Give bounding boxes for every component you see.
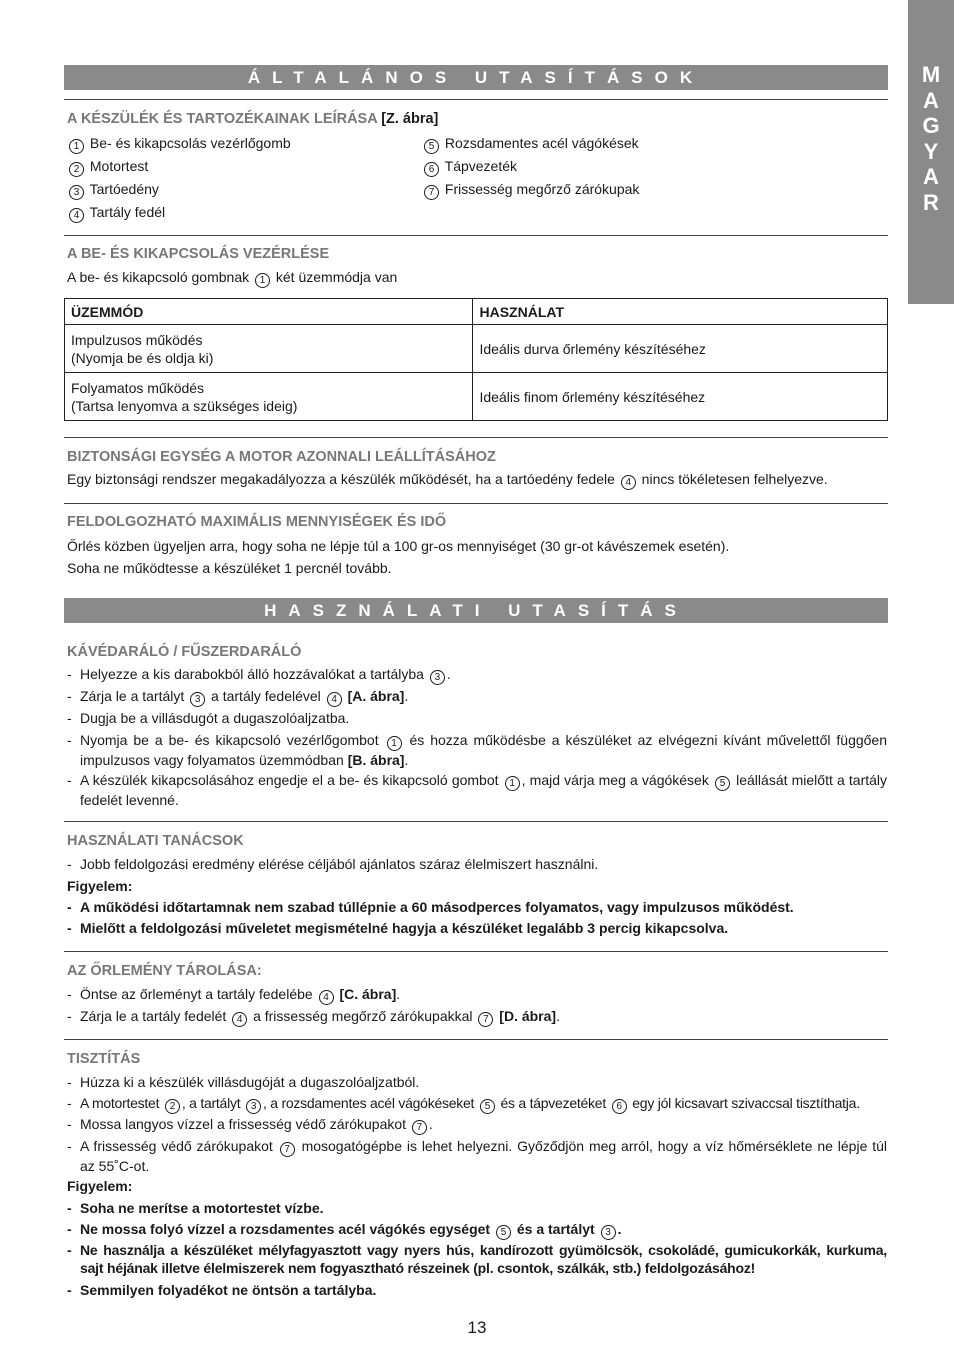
- circled-number: 7: [280, 1142, 295, 1157]
- language-side-tab: [908, 0, 954, 304]
- text-span: Soha ne merítse a motortestet vízbe.: [80, 1200, 324, 1216]
- table-cell-use: Ideális durva őrlemény készítéséhez: [473, 325, 888, 373]
- text-span: .: [404, 688, 409, 704]
- list-item: - Mossa langyos vízzel a frissesség védő zárókupakot 7 .: [67, 1116, 433, 1133]
- desc-item: [67, 157, 148, 177]
- text-span: Dugja be a villásdugót a dugaszolóaljzatba.: [80, 710, 350, 726]
- table-row: [65, 325, 888, 373]
- mode-table: [64, 298, 888, 421]
- text-span: Húzza ki a készülék villásdugóját a dugaszolóaljzatból.: [80, 1074, 420, 1090]
- desc-heading: [67, 111, 438, 127]
- circled-number: 3: [601, 1225, 616, 1240]
- text-span: .: [396, 986, 401, 1002]
- page-number: 13: [467, 1318, 487, 1337]
- text-span: egy jól kicsavart szivaccsal tisztíthatja.: [632, 1095, 860, 1111]
- circled-number: 5: [496, 1225, 511, 1240]
- mode-note: (Nyomja be és oldja ki): [71, 349, 214, 366]
- desc-item-text: Tápvezeték: [444, 158, 518, 174]
- divider: [64, 503, 888, 504]
- circled-number: 3: [190, 692, 205, 707]
- text-span: leállását mielőtt a tartály fedelét levenné.: [80, 772, 888, 808]
- side-tab-letter: R: [923, 189, 939, 215]
- table-header-use: HASZNÁLAT: [473, 299, 888, 325]
- figure-ref: [B. ábra]: [347, 752, 405, 768]
- section-band-usage: HASZNÁLATI UTASÍTÁS: [64, 598, 888, 623]
- circled-number: 2: [165, 1099, 180, 1114]
- desc-item-text: Tartály fedél: [89, 204, 166, 220]
- desc-item: [67, 134, 291, 154]
- text-span: A be- és kikapcsoló gombnak: [67, 269, 250, 285]
- switch-heading: A BE- ÉS KIKAPCSOLÁS VEZÉRLÉSE: [67, 246, 330, 262]
- text-span: A készülék kikapcsolásához engedje el a be- és kikapcsoló gombot: [80, 772, 499, 788]
- side-tab-letter: M: [921, 62, 941, 87]
- warning-item: - Soha ne merítse a motortestet vízbe.: [67, 1199, 887, 1217]
- text-span: mosogatógépbe is lehet helyezni. Győződjön meg arról, hogy a víz hőmérséklete ne lépje túl az 55˚C-ot.: [80, 1138, 888, 1174]
- warning-label: Figyelem:: [67, 1178, 133, 1194]
- circled-number: 4: [69, 208, 84, 223]
- list-item: - Nyomja be a be- és kikapcsoló vezérlőgombot 1 és hozza működésbe a készüléket az elvégezni kívánt művelettől függően impulzusos vagy folyamatos üzemmódban [B. ábra].: [67, 732, 888, 768]
- divider: [64, 821, 888, 822]
- list-item: - A frissesség védő zárókupakot 7 mosogatógépbe is lehet helyezni. Győződjön meg arról, hogy a víz hőmérséklete ne lépje túl az 55˚C-ot.: [67, 1138, 888, 1174]
- circled-number: 5: [480, 1099, 495, 1114]
- desc-item-text: Motortest: [89, 158, 149, 174]
- grinder-heading: KÁVÉDARÁLÓ / FŰSZERDARÁLÓ: [67, 644, 302, 660]
- text-span: Zárja le a tartályt: [80, 688, 185, 704]
- desc-title: A KÉSZÜLÉK ÉS TARTOZÉKAINAK LEÍRÁSA: [67, 111, 378, 127]
- circled-number: 1: [69, 139, 84, 154]
- text-span: .: [556, 1008, 560, 1024]
- list-item: - Zárja le a tartály fedelét 4 a frissesség megőrző zárókupakkal 7 [D. ábra].: [67, 1008, 560, 1025]
- circled-number: 2: [69, 162, 84, 177]
- circled-number: 5: [424, 139, 439, 154]
- list-item: - A motortestet 2 , a tartályt 3 , a rozsdamentes acél vágókéseket 5 és a tápvezetéket 6 egy jól kicsavart szivaccsal tisztíthatja.: [67, 1095, 860, 1112]
- section-band-general: ÁLTALÁNOS UTASÍTÁSOK: [64, 65, 888, 90]
- table-cell-use: Ideális finom őrlemény készítéséhez: [473, 373, 888, 421]
- circled-number: 7: [424, 185, 439, 200]
- warning-item: - Ne mossa folyó vízzel a rozsdamentes acél vágókés egységet 5 és a tartályt 3 .: [67, 1221, 622, 1238]
- desc-item: [422, 157, 517, 177]
- text-span: Mossa langyos vízzel a frissesség védő zárókupakot: [80, 1116, 407, 1132]
- text-span: két üzemmódja van: [275, 269, 398, 285]
- text-span: .: [617, 1221, 622, 1237]
- warning-label: Figyelem:: [67, 878, 133, 894]
- list-item: - Öntse az őrleményt a tartály fedelébe 4 [C. ábra].: [67, 986, 401, 1003]
- list-item: - Zárja le a tartályt 3 a tartály fedelével 4 [A. ábra].: [67, 688, 409, 705]
- circled-number: 6: [612, 1099, 627, 1114]
- desc-item-text: Be- és kikapcsolás vezérlőgomb: [89, 135, 291, 151]
- storage-heading: AZ ŐRLEMÉNY TÁROLÁSA:: [67, 963, 262, 979]
- text-span: Nyomja be a be- és kikapcsoló vezérlőgombot: [80, 732, 379, 748]
- circled-number: 3: [69, 185, 84, 200]
- divider: [64, 1039, 888, 1040]
- warning-item: - Semmilyen folyadékot ne öntsön a tartályba.: [67, 1281, 887, 1299]
- max-line: Soha ne működtesse a készüléket 1 percnél tovább.: [67, 560, 392, 576]
- text-span: A frissesség védő zárókupakot: [80, 1138, 273, 1154]
- side-tab-letter: A: [923, 164, 939, 189]
- text-span: és hozza működésbe a készüléket az elvégezni kívánt művelettől függően impulzusos vagy folyamatos üzemmódban: [80, 732, 888, 768]
- text-span: és a tápvezetéket: [500, 1095, 606, 1111]
- text-span: Ne használja a készüléket mélyfagyasztott vagy nyers hús, kandírozott gyümölcsök, csokoládé, gumicukorkák, kurkuma, sajt héjának illetve élelmiszerek nem fogyasztható részeinek (pl. csontok, szálkák, stb.) feldolgozásához!: [80, 1242, 887, 1276]
- list-item: - Jobb feldolgozási eredmény elérése céljából ajánlatos száraz élelmiszert használni.: [67, 855, 887, 873]
- safety-text: [67, 470, 828, 490]
- desc-item: [67, 180, 159, 200]
- list-item: - Helyezze a kis darabokból álló hozzávalókat a tartályba 3 .: [67, 666, 451, 683]
- side-tab-letter: Y: [923, 138, 939, 164]
- circled-number: 4: [232, 1012, 247, 1027]
- max-heading: FELDOLGOZHATÓ MAXIMÁLIS MENNYISÉGEK ÉS IDŐ: [67, 514, 447, 530]
- side-tab-letter: A: [923, 87, 939, 113]
- text-span: Öntse az őrleményt a tartály fedelébe: [80, 986, 313, 1002]
- mode-name: Impulzusos működés: [71, 331, 203, 348]
- text-span: , a rozsdamentes acél vágókéseket: [262, 1095, 475, 1111]
- circled-number: 5: [715, 776, 730, 791]
- cleaning-heading: TISZTÍTÁS: [67, 1051, 141, 1067]
- text-span: a frissesség megőrző zárókupakkal: [253, 1008, 473, 1024]
- list-item: - Dugja be a villásdugót a dugaszolóaljzatba.: [67, 709, 887, 727]
- text-span: nincs tökéletesen felhelyezve.: [641, 471, 828, 487]
- circled-number: 1: [505, 776, 520, 791]
- mode-name: Folyamatos működés: [71, 379, 205, 396]
- text-span: Mielőtt a feldolgozási műveletet megismételné hagyja a készüléket legalább 3 percig kikapcsolva.: [80, 920, 729, 936]
- list-item: - Húzza ki a készülék villásdugóját a dugaszolóaljzatból.: [67, 1073, 887, 1091]
- figure-ref: [A. ábra]: [347, 688, 405, 704]
- text-span: Jobb feldolgozási eredmény elérése céljából ajánlatos száraz élelmiszert használni.: [80, 856, 599, 872]
- circled-number: 4: [319, 990, 334, 1005]
- text-span: Ne mossa folyó vízzel a rozsdamentes acél vágókés egységet: [80, 1221, 491, 1237]
- tips-heading: HASZNÁLATI TANÁCSOK: [67, 833, 244, 849]
- text-span: .: [446, 666, 451, 682]
- table-cell-mode: [65, 373, 473, 421]
- side-tab-letter: G: [922, 113, 940, 138]
- table-row: [65, 373, 888, 421]
- circled-number: 4: [621, 475, 636, 490]
- table-cell-mode: [65, 325, 473, 373]
- table-header-row: [65, 299, 888, 325]
- table-header-mode: ÜZEMMÓD: [65, 299, 473, 325]
- desc-item-text: Rozsdamentes acél vágókések: [444, 135, 639, 151]
- divider: [64, 235, 888, 236]
- divider: [64, 437, 888, 438]
- desc-figure-ref: [Z. ábra]: [381, 111, 439, 127]
- circled-number: 1: [255, 273, 270, 288]
- desc-item: [422, 134, 639, 154]
- desc-item: [67, 203, 165, 223]
- desc-item-text: Tartóedény: [89, 181, 159, 197]
- circled-number: 4: [327, 692, 342, 707]
- mode-note: (Tartsa lenyomva a szükséges ideig): [71, 397, 298, 414]
- circled-number: 1: [387, 736, 402, 751]
- circled-number: 7: [478, 1012, 493, 1027]
- text-span: Egy biztonsági rendszer megakadályozza a készülék működését, ha a tartóedény fedele: [67, 471, 615, 487]
- text-span: és a tartályt: [516, 1221, 595, 1237]
- safety-heading: BIZTONSÁGI EGYSÉG A MOTOR AZONNALI LEÁLLÍTÁSÁHOZ: [67, 449, 496, 465]
- warning-item: - Mielőtt a feldolgozási műveletet megismételné hagyja a készüléket legalább 3 percig kikapcsolva.: [67, 919, 887, 937]
- list-item: - A készülék kikapcsolásához engedje el a be- és kikapcsoló gombot 1 , majd várja meg a vágókések 5 leállását mielőtt a tartály fedelét levenné.: [67, 772, 888, 808]
- text-span: Helyezze a kis darabokból álló hozzávalókat a tartályba: [80, 666, 424, 682]
- figure-ref: [C. ábra]: [339, 986, 397, 1002]
- circled-number: 3: [246, 1099, 261, 1114]
- warning-item: - A működési időtartamnak nem szabad túllépnie a 60 másodperces folyamatos, vagy impulzusos működést.: [67, 898, 887, 916]
- divider: [64, 99, 888, 100]
- max-line: Őrlés közben ügyeljen arra, hogy soha ne lépje túl a 100 gr-os mennyiséget (30 gr-ot kávészemek esetén).: [67, 538, 730, 554]
- text-span: Semmilyen folyadékot ne öntsön a tartályba.: [80, 1282, 377, 1298]
- circled-number: 3: [430, 670, 445, 685]
- desc-item: [422, 180, 639, 200]
- text-span: , majd várja meg a vágókések: [521, 772, 709, 788]
- text-span: A működési időtartamnak nem szabad túllépnie a 60 másodperces folyamatos, vagy impulzusos működést.: [80, 899, 794, 915]
- warning-item: - Ne használja a készüléket mélyfagyasztott vagy nyers hús, kandírozott gyümölcsök, csokoládé, gumicukorkák, kurkuma, sajt héjának illetve élelmiszerek nem fogyasztható részeinek (pl. csontok, szálkák, stb.) feldolgozásához!: [67, 1242, 887, 1276]
- circled-number: 6: [424, 162, 439, 177]
- text-span: Zárja le a tartály fedelét: [80, 1008, 227, 1024]
- divider: [64, 951, 888, 952]
- text-span: .: [428, 1116, 433, 1132]
- text-span: .: [404, 752, 409, 768]
- text-span: a tartály fedelével: [211, 688, 321, 704]
- text-span: , a tartályt: [181, 1095, 241, 1111]
- figure-ref: [D. ábra]: [499, 1008, 557, 1024]
- text-span: A motortestet: [80, 1095, 160, 1111]
- desc-item-text: Frissesség megőrző zárókupak: [444, 181, 640, 197]
- switch-intro: [67, 268, 397, 288]
- circled-number: 7: [412, 1120, 427, 1135]
